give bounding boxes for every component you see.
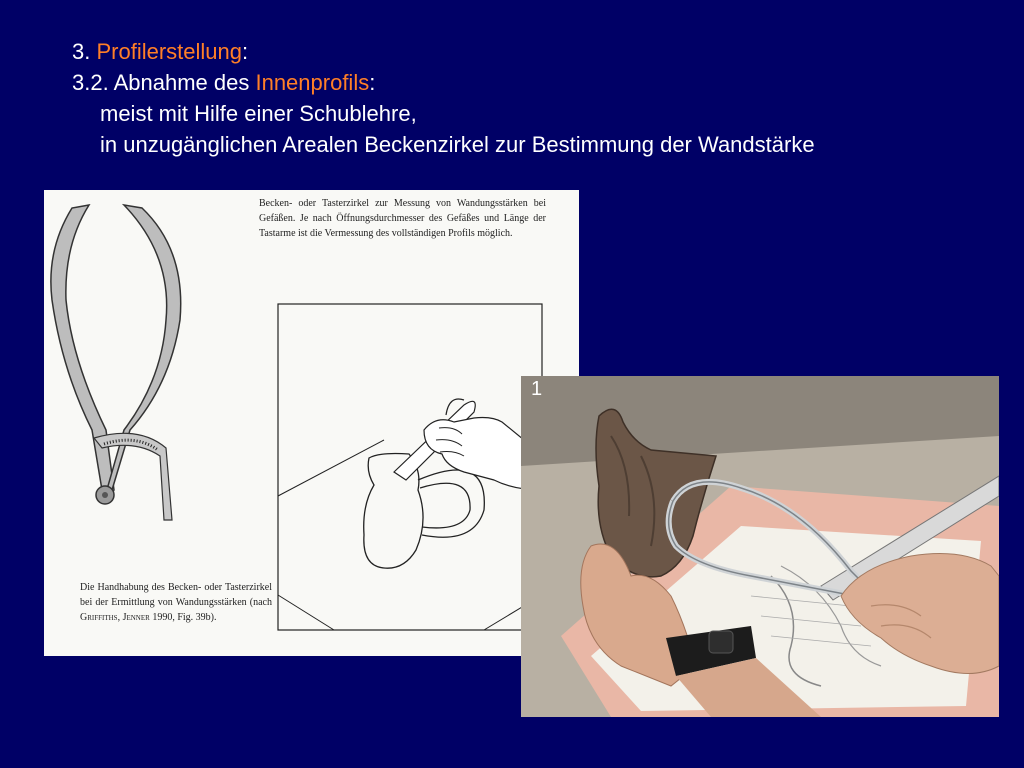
bullet-beckenzirkel: in unzugänglichen Arealen Beckenzirkel zur Bestimmung der Wandstärke	[100, 132, 815, 157]
slide-text	[72, 36, 815, 160]
caption-beckenzirkel: Becken- oder Tasterzirkel zur Messung von Wandungsstärken bei Gefäßen. Je nach Öffnungsdurchmesser des Gefäßes und Länge der Tastarme ist die Vermessung des vollständigen Profils möglich.	[259, 198, 546, 239]
subheading-innenprofil: 3.2. Abnahme des Innenprofils:	[72, 70, 376, 95]
caption-handhabung: Die Handhabung des Becken- oder Tasterzirkel bei der Ermittlung von Wandungsstärken (nach Griffiths, Jenner 1990, Fig. 39b).	[80, 582, 272, 623]
book-scan-image	[44, 190, 579, 656]
measurement-photo	[521, 376, 999, 717]
highlight-innenprofils: Innenprofils	[255, 70, 370, 95]
photo-scene	[521, 376, 999, 717]
bullet-schublehre: meist mit Hilfe einer Schublehre,	[100, 101, 417, 126]
photo-number: 1	[531, 378, 543, 400]
heading-profilerstellung: 3. Profilerstellung:	[72, 39, 249, 64]
highlight-profilerstellung: Profilerstellung	[96, 39, 242, 64]
